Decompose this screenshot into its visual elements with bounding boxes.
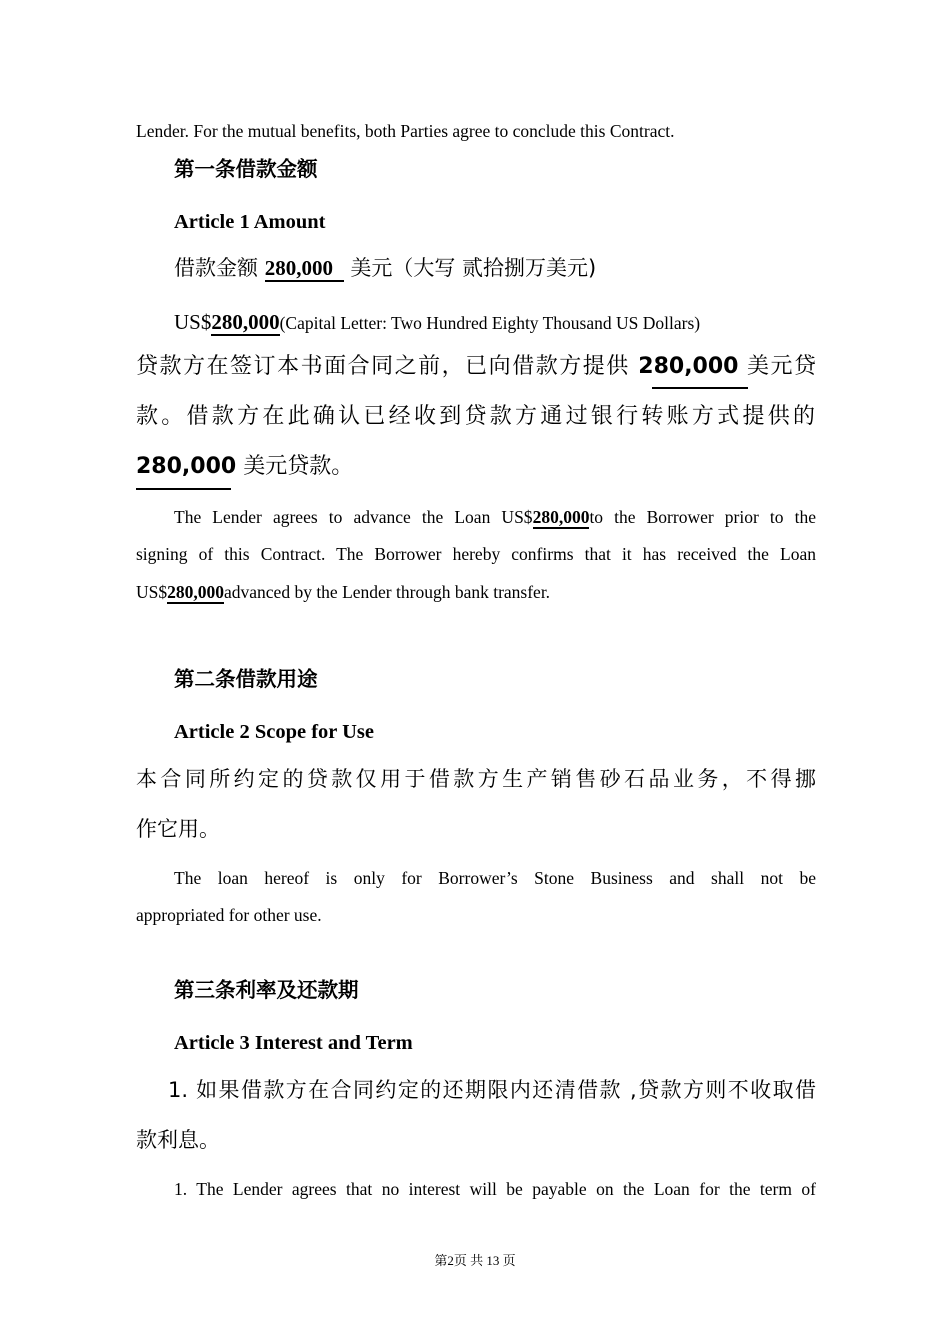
article2-en-line2: appropriated for other use. <box>136 905 322 925</box>
article2-zh-line2: 作它用。 <box>136 817 220 841</box>
en-amount-value: 280,000 <box>211 311 279 336</box>
article3-en-line1: 1. The Lender agrees that no interest will be payable on the Loan for the term of <box>174 1179 816 1199</box>
en-para-line3-b: advanced by the Lender through bank transfer. <box>224 582 551 602</box>
en-para-line1-value: 280,000 <box>533 508 590 529</box>
zh-para-line1-value: 280,000 <box>638 354 739 379</box>
zh-amount-value: 280,000 <box>265 257 344 282</box>
zh-para-line1-underline <box>652 387 748 389</box>
article2-en-heading: Article 2 Scope for Use <box>174 721 375 743</box>
zh-para-line3-b: 美元贷款。 <box>236 454 354 479</box>
zh-para-line1-b: 美元贷 <box>738 354 816 379</box>
zh-para-line1-a: 贷款方在签订本书面合同之前，已向借款方提供 <box>136 354 639 379</box>
zh-para-line3-value: 280,000 <box>136 454 237 479</box>
article1-zh-para-line1 <box>136 352 816 382</box>
article1-zh-para-line2: 款。借款方在此确认已经收到贷款方通过银行转账方式提供的 <box>136 404 816 429</box>
article1-zh-para-line3 <box>136 452 816 482</box>
zh-amount-suffix: 美元（大写 贰拾捌万美元) <box>343 256 597 280</box>
article3-zh-heading: 第三条利率及还款期 <box>174 978 359 1002</box>
article3-zh-line2: 款利息。 <box>136 1128 220 1152</box>
article2-en-line1: The loan hereof is only for Borrower’s Stone Business and shall not be <box>174 868 816 888</box>
article1-zh-heading: 第一条借款金额 <box>174 157 318 181</box>
article3-zh-line1: 1. 如果借款方在合同约定的还期限内还清借款 ,贷款方则不收取借 <box>168 1078 816 1102</box>
article3-en-heading: Article 3 Interest and Term <box>174 1032 413 1054</box>
en-amount-suffix: (Capital Letter: Two Hundred Eighty Thousand US Dollars) <box>279 313 701 333</box>
en-para-line3-a: US$ <box>136 582 168 602</box>
article1-zh-amount <box>174 253 854 283</box>
zh-para-line3-underline <box>136 488 231 490</box>
page-footer: 第2页 共 13 页 <box>434 1253 516 1268</box>
en-amount-prefix: US$ <box>174 310 212 334</box>
article2-zh-line1: 本合同所约定的贷款仅用于借款方生产销售砂石品业务，不得挪 <box>136 767 816 791</box>
zh-amount-prefix: 借款金额 <box>174 256 265 280</box>
intro-line: Lender. For the mutual benefits, both Parties agree to conclude this Contract. <box>136 121 675 141</box>
article1-en-para-line2: signing of this Contract. The Borrower hereby confirms that it has received the Loan <box>136 544 816 564</box>
article2-zh-heading: 第二条借款用途 <box>174 667 318 691</box>
article1-en-heading: Article 1 Amount <box>174 211 326 233</box>
en-para-line3-value: 280,000 <box>167 583 224 604</box>
en-para-line1-a: The Lender agrees to advance the Loan US$ <box>174 507 533 527</box>
article1-en-amount <box>174 309 854 336</box>
article1-en-para-line3 <box>136 581 816 604</box>
article1-en-para-line1 <box>136 506 816 529</box>
en-para-line1-b: to the Borrower prior to the <box>589 507 817 527</box>
